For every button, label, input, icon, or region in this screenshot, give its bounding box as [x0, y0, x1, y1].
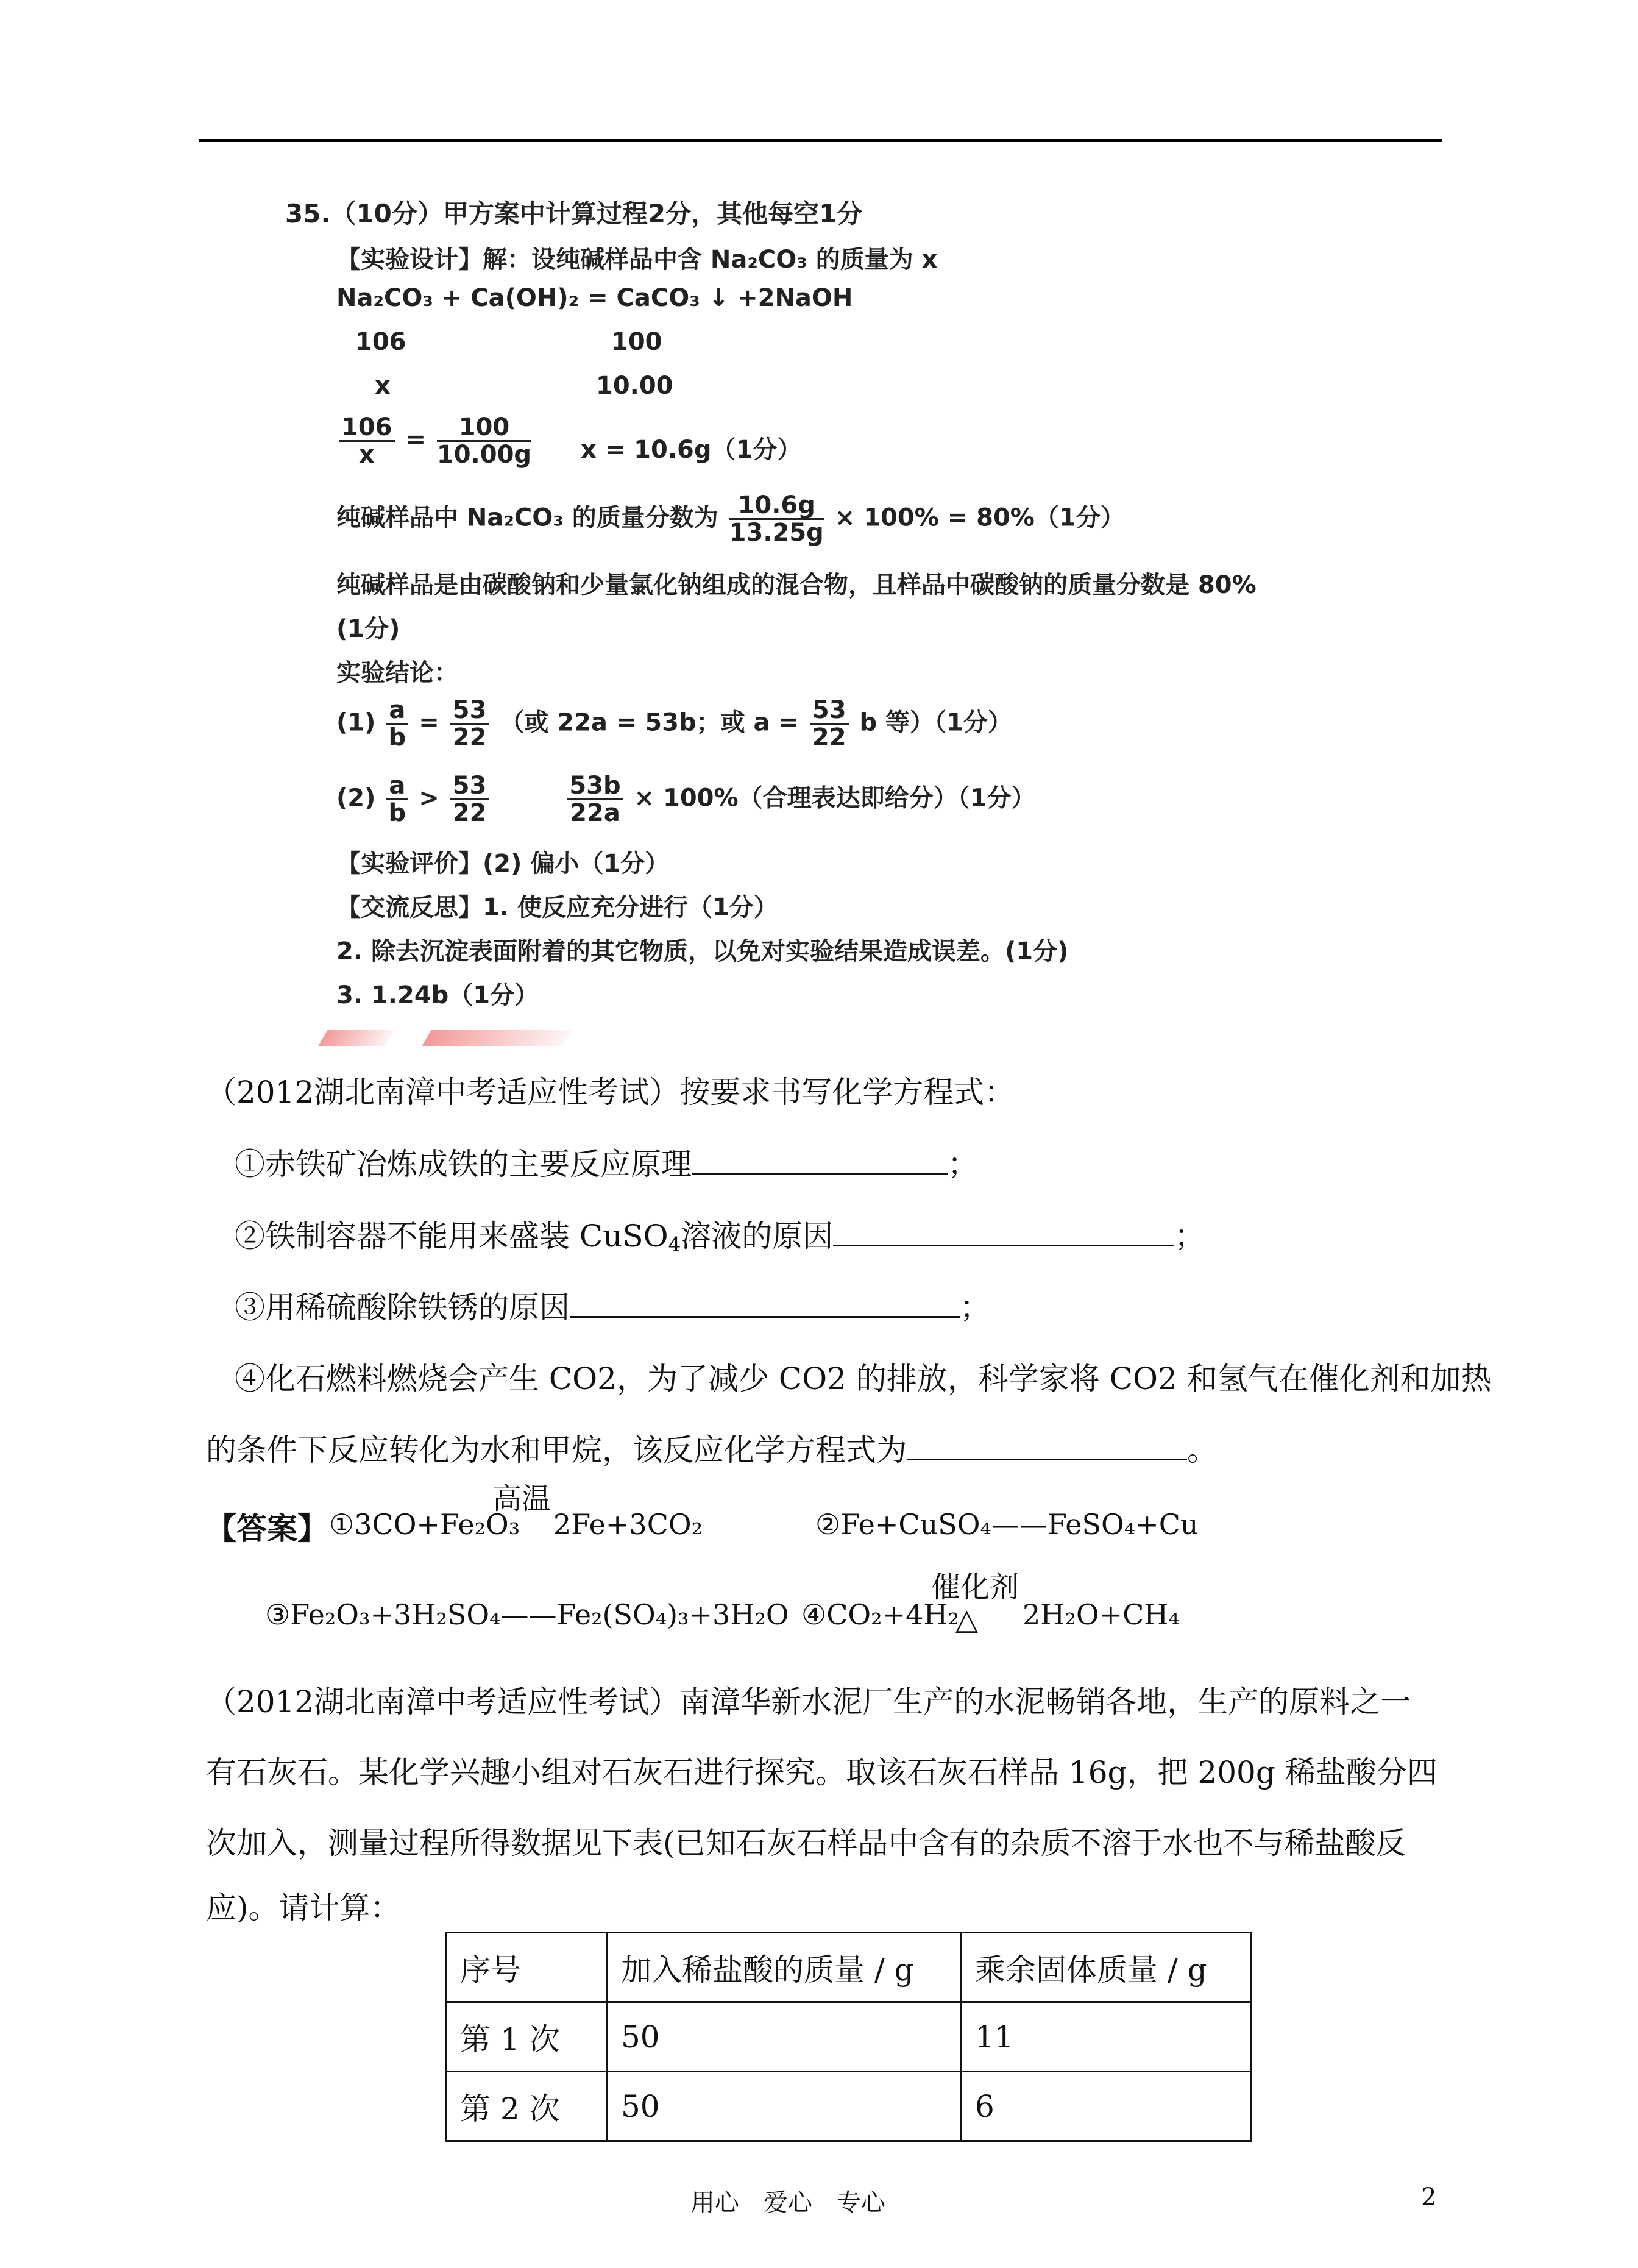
fraction-100-10g: $\frac{100}{10.00g}$: [436, 413, 532, 469]
q1-item-4a: ④化石燃料燃烧会产生 CO2，为了减少 CO2 的排放，科学家将 CO2 和氢气在催化剂和加热: [235, 1361, 1492, 1396]
answer-blank: [570, 1288, 960, 1318]
q1-item-4b: 的条件下反应转化为水和甲烷，该反应化学方程式为 。: [206, 1426, 1218, 1470]
table-cell: 11: [961, 2002, 1252, 2072]
answer-2: ②Fe+CuSO₄——FeSO₄+Cu: [815, 1508, 1199, 1541]
q2-paragraph-line-4: 应)。请计算：: [206, 1890, 401, 1925]
footer-slogan: 用心 爱心 专心: [690, 2189, 885, 2217]
table-row: [446, 2072, 1252, 2141]
scan-equation: Na₂CO₃ + Ca(OH)₂ = CaCO₃ ↓ +2NaOH: [336, 284, 853, 312]
table-row: [446, 2002, 1252, 2072]
answer-1-condition: 高温: [492, 1482, 551, 1516]
table-cell: 第 1 次: [446, 2002, 607, 2072]
data-table: [445, 1932, 1252, 2142]
answer-blank: [833, 1217, 1174, 1246]
answer-1-right: 2Fe+3CO₂: [553, 1508, 703, 1541]
fraction-106-x: $\frac{106}{x}$: [339, 414, 395, 467]
table-cell: 50: [607, 2072, 961, 2141]
answer-1-left: ①3CO+Fe₂O₃: [329, 1508, 520, 1541]
scan-line-13: 2. 除去沉淀表面附着的其它物质，以免对实验结果造成误差。(1分): [336, 937, 1069, 965]
scan-line-12: 【交流反思】1. 使反应充分进行（1分）: [336, 894, 778, 922]
scan-mass-106: 106: [355, 328, 406, 356]
answer-3: ③Fe₂O₃+3H₂SO₄——Fe₂(SO₄)₃+3H₂O: [265, 1598, 789, 1631]
scan-line-11: 【实验评价】(2) 偏小（1分）: [336, 850, 670, 878]
scan-fraction-line: 纯碱样品中 Na₂CO₃ 的质量分数为 $\frac{10.6g}{13.25g}$ × 100% = 80%（1分）: [336, 491, 1125, 547]
q1-item-3: ③用稀硫酸除铁锈的原因 ；: [235, 1283, 990, 1327]
scan-10: 10.00: [596, 372, 673, 400]
q1-item-1: ①赤铁矿冶炼成铁的主要反应原理 ；: [235, 1140, 978, 1184]
scan-line-1: 35.（10分）甲方案中计算过程2分，其他每空1分: [285, 199, 863, 229]
scan-result: x = 10.6g（1分）: [581, 436, 802, 464]
answer-label: 【答案】: [206, 1510, 328, 1546]
q1-intro: （2012湖北南漳中考适应性考试）按要求书写化学方程式：: [206, 1075, 1015, 1110]
table-header: 加入稀盐酸的质量 / g: [607, 1933, 961, 2002]
scan-proportion: $\frac{106}{x}$ = $\frac{100}{10.00g}$: [336, 414, 534, 467]
answer-blank: [692, 1145, 948, 1175]
scan-conclusion-1: (1) $\frac{a}{b}$ = $\frac{53}{22}$ （或 22a = 53b；或 a = $\frac{53}{22}$ b 等）（1分）: [336, 696, 1012, 752]
answer-4-right: 2H₂O+CH₄: [1023, 1598, 1180, 1631]
answer-4-left: ④CO₂+4H₂: [801, 1598, 959, 1631]
table-header-row: [446, 1933, 1252, 2002]
table-cell: 6: [961, 2072, 1252, 2141]
scan-line-10: 实验结论：: [336, 659, 458, 687]
table-cell: 50: [607, 2002, 961, 2072]
q2-paragraph-line-3: 次加入，测量过程所得数据见下表(已知石灰石样品中含有的杂质不溶于水也不与稀盐酸反: [206, 1825, 1406, 1861]
red-stripe-decoration: [422, 1030, 571, 1046]
header-rule: [199, 139, 1442, 142]
red-stripe-decoration: [318, 1030, 394, 1046]
scan-line-14: 3. 1.24b（1分）: [336, 981, 539, 1009]
answer-4-condition: 催化剂 △: [931, 1570, 1019, 1637]
scan-mass-100: 100: [611, 328, 662, 356]
scan-conclusion-2: (2) $\frac{a}{b}$ > $\frac{53}{22}$ $\frac{53b}{22a}$ × 100%（合理表达即给分）（1分）: [336, 772, 1036, 827]
q2-paragraph-line-1: （2012湖北南漳中考适应性考试）南漳华新水泥厂生产的水泥畅销各地，生产的原料之一: [206, 1684, 1411, 1719]
table-header: 乘余固体质量 / g: [961, 1933, 1252, 2002]
table-header: 序号: [446, 1933, 607, 2002]
q1-item-2: ②铁制容器不能用来盛装 CuSO$_4$溶液的原因 ；: [235, 1212, 1205, 1256]
q2-paragraph-line-2: 有石灰石。某化学兴趣小组对石灰石进行探究。取该石灰石样品 16g，把 200g 稀盐酸分四: [206, 1755, 1438, 1790]
scan-x: x: [375, 372, 391, 400]
scan-line-2: 【实验设计】解：设纯碱样品中含 Na₂CO₃ 的质量为 x: [336, 246, 938, 274]
page-number: 2: [1421, 2183, 1437, 2211]
answer-blank: [907, 1431, 1187, 1460]
table-cell: 第 2 次: [446, 2072, 607, 2141]
scan-line-9: (1分): [336, 615, 400, 643]
scan-line-8: 纯碱样品是由碳酸钠和少量氯化钠组成的混合物，且样品中碳酸钠的质量分数是 80%: [336, 571, 1257, 599]
